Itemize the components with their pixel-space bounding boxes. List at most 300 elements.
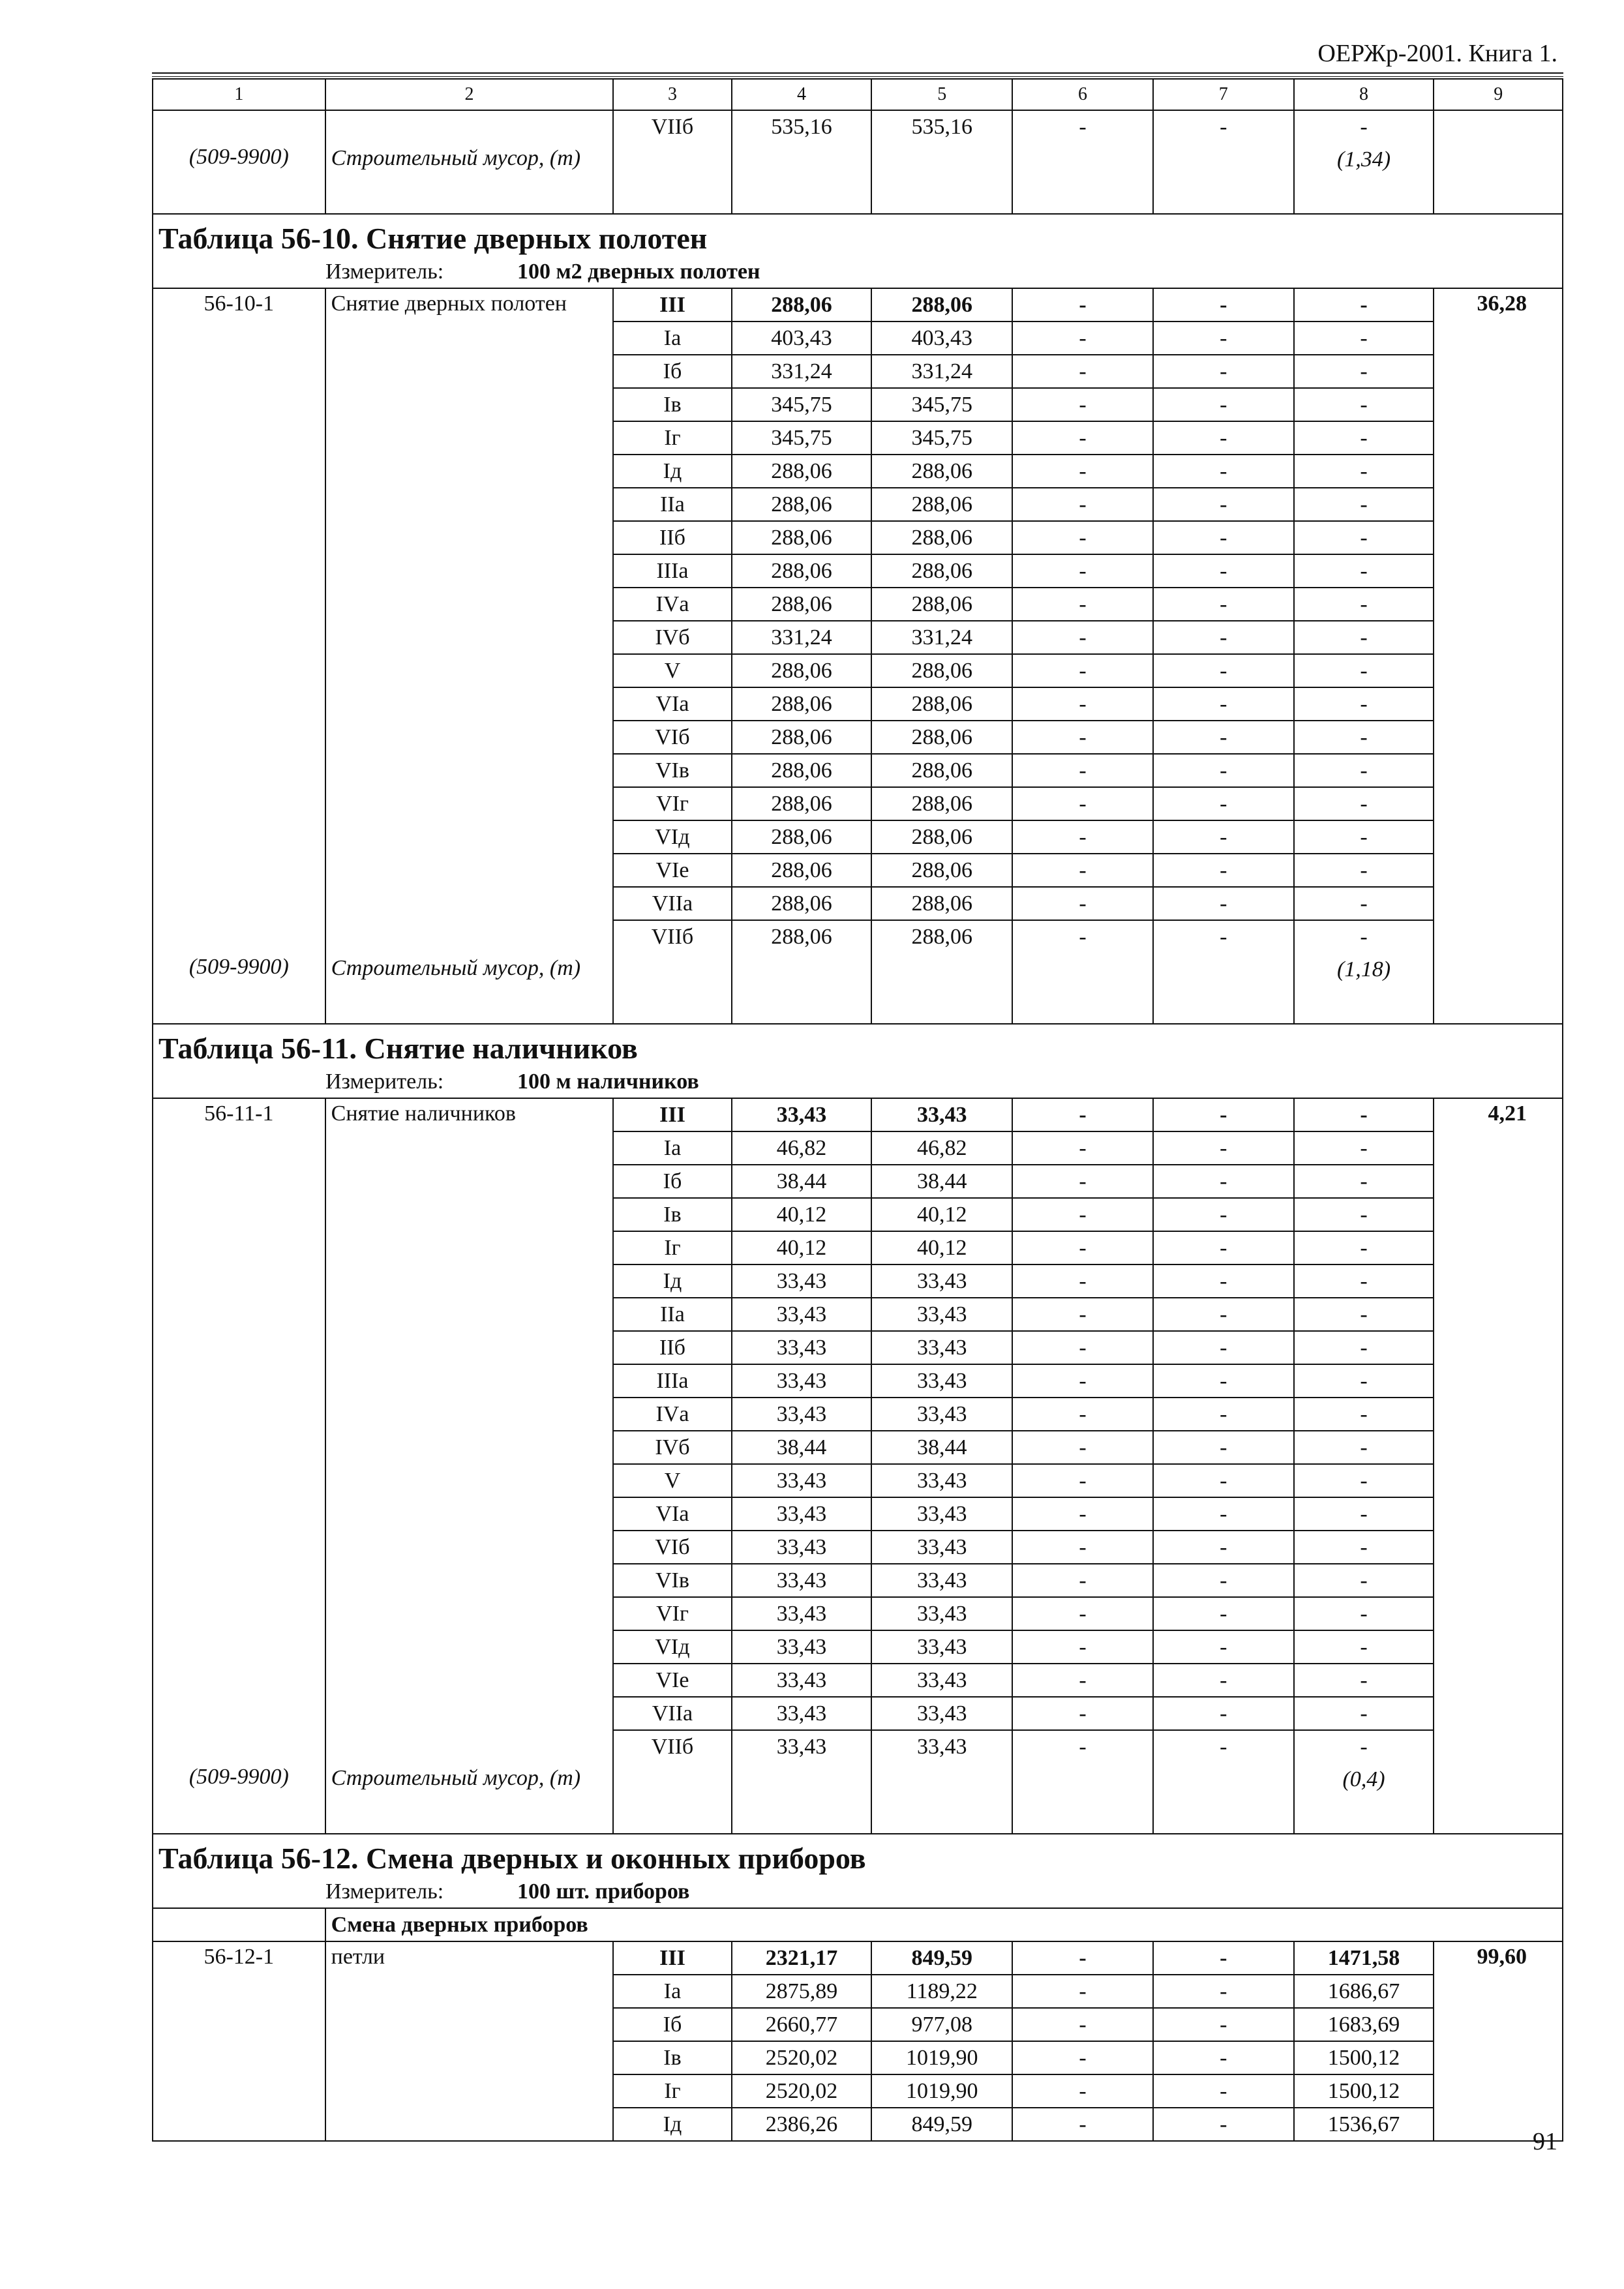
measure-label: Измеритель: — [325, 1879, 444, 1904]
machine-cost-cell: - — [1012, 1131, 1153, 1165]
empty-cell — [325, 1131, 614, 1165]
materials-cost-cell: - — [1294, 854, 1434, 887]
page-number: 91 — [1533, 2128, 1557, 2155]
empty-cell — [325, 1398, 614, 1431]
labor-cost-cell: 288,06 — [871, 554, 1012, 588]
zone-cell: VIIа — [613, 1697, 731, 1730]
total-cost-cell: 288,06 — [732, 854, 872, 887]
labor-cost-cell: 33,43 — [871, 1730, 1012, 1763]
zone-cell: VIд — [613, 1630, 731, 1664]
labor-cost-cell: 288,06 — [871, 687, 1012, 721]
empty-cell — [1434, 1497, 1563, 1531]
empty-cell — [325, 2041, 614, 2074]
labor-cost-cell: 33,43 — [871, 1664, 1012, 1697]
materials-cost-cell: - — [1294, 288, 1434, 322]
zone-cell: IVб — [613, 621, 731, 654]
waste-amount: (0,4) — [1342, 1767, 1385, 1791]
machinist-cost-cell: - — [1153, 1298, 1294, 1331]
machinist-cost-cell: - — [1153, 1264, 1294, 1298]
measure-cell — [153, 1876, 1563, 1908]
empty-cell — [1434, 787, 1563, 820]
empty-cell — [153, 1398, 325, 1431]
empty-cell — [1153, 143, 1294, 214]
waste-code-cell: (509-9900) — [153, 953, 325, 1024]
empty-cell — [325, 1231, 614, 1264]
materials-cost-cell: - — [1294, 1264, 1434, 1298]
labor-cost-cell: 288,06 — [871, 787, 1012, 820]
empty-cell — [613, 953, 731, 1024]
table-row — [153, 388, 1563, 421]
total-cost-cell: 288,06 — [732, 588, 872, 621]
labor-cost-cell: 33,43 — [871, 1630, 1012, 1664]
labor-cost-cell: 33,43 — [871, 1697, 1012, 1730]
total-cost-cell: 288,06 — [732, 288, 872, 322]
zone-cell: IVа — [613, 1398, 731, 1431]
empty-cell — [1434, 1730, 1563, 1763]
materials-cost-cell: - — [1294, 820, 1434, 854]
total-cost-cell: 40,12 — [732, 1231, 872, 1264]
table-row — [153, 1497, 1563, 1531]
empty-cell — [1434, 2041, 1563, 2074]
total-cost-cell: 288,06 — [732, 521, 872, 554]
machine-cost-cell: - — [1012, 687, 1153, 721]
empty-cell — [153, 1131, 325, 1165]
empty-cell — [1434, 920, 1563, 953]
zone-cell: Iв — [613, 1198, 731, 1231]
empty-cell — [325, 687, 614, 721]
column-number-cell: 1 — [153, 79, 325, 110]
empty-cell — [153, 1464, 325, 1497]
machine-cost-cell: - — [1012, 588, 1153, 621]
empty-cell — [325, 554, 614, 588]
empty-cell — [153, 1331, 325, 1364]
empty-cell — [732, 143, 872, 214]
zone-cell: VIе — [613, 1664, 731, 1697]
empty-cell — [153, 2074, 325, 2108]
empty-cell — [325, 421, 614, 455]
machinist-cost-cell: - — [1153, 621, 1294, 654]
labor-cost-cell: 288,06 — [871, 754, 1012, 787]
zone-cell: VIв — [613, 1564, 731, 1597]
machine-cost-cell: - — [1012, 1198, 1153, 1231]
empty-cell — [1434, 1298, 1563, 1331]
total-cost-cell: 2321,17 — [732, 1941, 872, 1975]
waste-value-cell — [1294, 143, 1434, 214]
labor-cost-cell: 33,43 — [871, 1364, 1012, 1398]
materials-cost-cell: - — [1294, 1298, 1434, 1331]
machinist-cost-cell: - — [1153, 388, 1294, 421]
empty-cell — [1434, 1464, 1563, 1497]
item-code-cell: 56-12-1 — [153, 1941, 325, 1975]
empty-cell — [325, 110, 614, 143]
zone-cell: VIд — [613, 820, 731, 854]
waste-label-cell: Строительный мусор, (т) — [325, 143, 614, 214]
labor-hours-cell: 36,28 — [1434, 288, 1563, 322]
total-cost-cell: 2520,02 — [732, 2074, 872, 2108]
machinist-cost-cell: - — [1153, 920, 1294, 953]
table-row — [153, 621, 1563, 654]
labor-cost-cell: 288,06 — [871, 887, 1012, 920]
table-row — [153, 588, 1563, 621]
subsection-row — [153, 1908, 1563, 1941]
labor-cost-cell: 288,06 — [871, 854, 1012, 887]
materials-cost-cell: - — [1294, 1564, 1434, 1597]
table-row — [153, 1364, 1563, 1398]
machine-cost-cell: - — [1012, 887, 1153, 920]
materials-cost-cell: 1500,12 — [1294, 2074, 1434, 2108]
empty-cell — [153, 1264, 325, 1298]
subsection-title: Смена дверных приборов — [325, 1908, 1563, 1941]
empty-cell — [1434, 654, 1563, 687]
table-row — [153, 1198, 1563, 1231]
machine-cost-cell: - — [1012, 110, 1153, 143]
machine-cost-cell: - — [1012, 554, 1153, 588]
empty-cell — [1434, 1398, 1563, 1431]
empty-cell — [325, 1730, 614, 1763]
machinist-cost-cell: - — [1153, 1131, 1294, 1165]
machinist-cost-cell: - — [1153, 854, 1294, 887]
zone-cell: Iд — [613, 455, 731, 488]
labor-cost-cell: 33,43 — [871, 1564, 1012, 1597]
item-code-cell: 56-10-1 — [153, 288, 325, 322]
labor-cost-cell: 535,16 — [871, 110, 1012, 143]
materials-cost-cell: - — [1294, 1364, 1434, 1398]
materials-cost-cell: - — [1294, 1231, 1434, 1264]
empty-cell — [1434, 521, 1563, 554]
running-header: ОЕРЖр-2001. Книга 1. — [1317, 40, 1557, 67]
empty-cell — [325, 1531, 614, 1564]
labor-cost-cell: 288,06 — [871, 488, 1012, 521]
machine-cost-cell: - — [1012, 1497, 1153, 1531]
machine-cost-cell: - — [1012, 2074, 1153, 2108]
waste-row — [153, 143, 1563, 214]
empty-cell — [1434, 322, 1563, 355]
materials-cost-cell: - — [1294, 388, 1434, 421]
materials-cost-cell: - — [1294, 1331, 1434, 1364]
machinist-cost-cell: - — [1153, 1165, 1294, 1198]
total-cost-cell: 33,43 — [732, 1497, 872, 1531]
empty-cell — [1012, 143, 1153, 214]
empty-cell — [153, 1364, 325, 1398]
empty-cell — [325, 355, 614, 388]
empty-cell — [153, 1664, 325, 1697]
empty-cell — [153, 1908, 325, 1941]
materials-cost-cell: - — [1294, 787, 1434, 820]
machinist-cost-cell: - — [1153, 721, 1294, 754]
empty-cell — [153, 521, 325, 554]
empty-cell — [871, 953, 1012, 1024]
labor-hours-cell: 4,21 — [1434, 1098, 1563, 1131]
empty-cell — [325, 1264, 614, 1298]
machinist-cost-cell: - — [1153, 1630, 1294, 1664]
machine-cost-cell: - — [1012, 787, 1153, 820]
labor-cost-cell: 33,43 — [871, 1098, 1012, 1131]
empty-cell — [732, 1763, 872, 1834]
machinist-cost-cell: - — [1153, 1497, 1294, 1531]
empty-cell — [153, 687, 325, 721]
machine-cost-cell: - — [1012, 1331, 1153, 1364]
table-row — [153, 1941, 1563, 1975]
empty-cell — [153, 1298, 325, 1331]
machinist-cost-cell: - — [1153, 1464, 1294, 1497]
machinist-cost-cell: - — [1153, 887, 1294, 920]
total-cost-cell: 33,43 — [732, 1697, 872, 1730]
empty-cell — [1434, 1975, 1563, 2008]
item-name-cell: петли — [325, 1941, 614, 1975]
labor-cost-cell: 345,75 — [871, 388, 1012, 421]
empty-cell — [325, 887, 614, 920]
empty-cell — [1434, 421, 1563, 455]
zone-cell: Iб — [613, 355, 731, 388]
empty-cell — [153, 621, 325, 654]
machine-cost-cell: - — [1012, 2008, 1153, 2041]
empty-cell — [153, 2008, 325, 2041]
machinist-cost-cell: - — [1153, 1398, 1294, 1431]
zone-cell: Iв — [613, 2041, 731, 2074]
table-title: Таблица 56-11. Снятие наличников — [153, 1024, 1563, 1066]
zone-cell: Iв — [613, 388, 731, 421]
table-title-row — [153, 1024, 1563, 1066]
empty-cell — [153, 1697, 325, 1730]
machine-cost-cell: - — [1012, 754, 1153, 787]
empty-cell — [153, 2108, 325, 2141]
machine-cost-cell: - — [1012, 288, 1153, 322]
table-row — [153, 1298, 1563, 1331]
materials-cost-cell: - — [1294, 554, 1434, 588]
empty-cell — [153, 1630, 325, 1664]
machinist-cost-cell: - — [1153, 322, 1294, 355]
machinist-cost-cell: - — [1153, 488, 1294, 521]
labor-cost-cell: 40,12 — [871, 1198, 1012, 1231]
table-row — [153, 2041, 1563, 2074]
empty-cell — [153, 1165, 325, 1198]
materials-cost-cell: - — [1294, 1165, 1434, 1198]
machinist-cost-cell: - — [1153, 110, 1294, 143]
table-row — [153, 488, 1563, 521]
measure-label: Измеритель: — [325, 259, 444, 284]
measure-cell — [153, 1066, 1563, 1098]
machinist-cost-cell: - — [1153, 288, 1294, 322]
empty-cell — [153, 2041, 325, 2074]
materials-cost-cell: - — [1294, 887, 1434, 920]
empty-cell — [325, 754, 614, 787]
machinist-cost-cell: - — [1153, 1531, 1294, 1564]
machine-cost-cell: - — [1012, 2041, 1153, 2074]
empty-cell — [1434, 1531, 1563, 1564]
empty-cell — [153, 1564, 325, 1597]
item-name-cell: Снятие дверных полотен — [325, 288, 614, 322]
machinist-cost-cell: - — [1153, 1098, 1294, 1131]
total-cost-cell: 2660,77 — [732, 2008, 872, 2041]
empty-cell — [325, 521, 614, 554]
machine-cost-cell: - — [1012, 1165, 1153, 1198]
empty-cell — [1153, 1763, 1294, 1834]
labor-cost-cell: 849,59 — [871, 2108, 1012, 2141]
empty-cell — [1434, 1431, 1563, 1464]
empty-cell — [1434, 455, 1563, 488]
machine-cost-cell: - — [1012, 421, 1153, 455]
total-cost-cell: 40,12 — [732, 1198, 872, 1231]
zone-cell: VIIб — [613, 1730, 731, 1763]
total-cost-cell: 33,43 — [732, 1630, 872, 1664]
empty-cell — [1434, 588, 1563, 621]
column-number-cell: 9 — [1434, 79, 1563, 110]
machinist-cost-cell: - — [1153, 421, 1294, 455]
machine-cost-cell: - — [1012, 920, 1153, 953]
materials-cost-cell: - — [1294, 1098, 1434, 1131]
labor-hours-cell: 99,60 — [1434, 1941, 1563, 1975]
machine-cost-cell: - — [1012, 1298, 1153, 1331]
labor-cost-cell: 288,06 — [871, 588, 1012, 621]
total-cost-cell: 288,06 — [732, 920, 872, 953]
table-row — [153, 1264, 1563, 1298]
empty-cell — [153, 721, 325, 754]
materials-cost-cell: - — [1294, 1697, 1434, 1730]
total-cost-cell: 288,06 — [732, 488, 872, 521]
table-row — [153, 1531, 1563, 1564]
materials-cost-cell: - — [1294, 754, 1434, 787]
table-row — [153, 1431, 1563, 1464]
empty-cell — [153, 854, 325, 887]
empty-cell — [325, 1431, 614, 1464]
empty-cell — [1434, 1364, 1563, 1398]
table-row — [153, 2074, 1563, 2108]
table-row — [153, 288, 1563, 322]
materials-cost-cell: - — [1294, 110, 1434, 143]
empty-cell — [1012, 953, 1153, 1024]
empty-cell — [1434, 1331, 1563, 1364]
zone-cell: V — [613, 1464, 731, 1497]
total-cost-cell: 288,06 — [732, 687, 872, 721]
table-row — [153, 1664, 1563, 1697]
machine-cost-cell: - — [1012, 521, 1153, 554]
materials-cost-cell: 1471,58 — [1294, 1941, 1434, 1975]
empty-cell — [1434, 488, 1563, 521]
item-name-cell: Снятие наличников — [325, 1098, 614, 1131]
labor-cost-cell: 33,43 — [871, 1298, 1012, 1331]
materials-cost-cell: - — [1294, 1597, 1434, 1630]
materials-cost-cell: - — [1294, 721, 1434, 754]
labor-cost-cell: 1189,22 — [871, 1975, 1012, 2008]
empty-cell — [613, 143, 731, 214]
machinist-cost-cell: - — [1153, 1597, 1294, 1630]
empty-cell — [1434, 854, 1563, 887]
machine-cost-cell: - — [1012, 1364, 1153, 1398]
empty-cell — [153, 588, 325, 621]
empty-cell — [153, 110, 325, 143]
zone-cell: IIб — [613, 521, 731, 554]
labor-cost-cell: 288,06 — [871, 288, 1012, 322]
labor-cost-cell: 288,06 — [871, 721, 1012, 754]
table-row — [153, 820, 1563, 854]
materials-cost-cell: 1683,69 — [1294, 2008, 1434, 2041]
empty-cell — [1434, 621, 1563, 654]
machinist-cost-cell: - — [1153, 1664, 1294, 1697]
materials-cost-cell: - — [1294, 1497, 1434, 1531]
empty-cell — [1434, 887, 1563, 920]
total-cost-cell: 33,43 — [732, 1298, 872, 1331]
machine-cost-cell: - — [1012, 1564, 1153, 1597]
machinist-cost-cell: - — [1153, 787, 1294, 820]
empty-cell — [1434, 687, 1563, 721]
zone-cell: Iг — [613, 2074, 731, 2108]
header-rule — [152, 72, 1563, 74]
table-row — [153, 2108, 1563, 2141]
labor-cost-cell: 288,06 — [871, 455, 1012, 488]
zone-cell: VIг — [613, 787, 731, 820]
measure-row — [153, 1876, 1563, 1908]
zone-cell: IVа — [613, 588, 731, 621]
total-cost-cell: 33,43 — [732, 1398, 872, 1431]
total-cost-cell: 33,43 — [732, 1364, 872, 1398]
table-row — [153, 521, 1563, 554]
total-cost-cell: 33,43 — [732, 1531, 872, 1564]
total-cost-cell: 46,82 — [732, 1131, 872, 1165]
empty-cell — [325, 488, 614, 521]
machine-cost-cell: - — [1012, 1697, 1153, 1730]
empty-cell — [325, 1664, 614, 1697]
machine-cost-cell: - — [1012, 1398, 1153, 1431]
empty-cell — [153, 1597, 325, 1630]
header-rule-thin — [152, 76, 1563, 77]
machinist-cost-cell: - — [1153, 1564, 1294, 1597]
machinist-cost-cell: - — [1153, 1697, 1294, 1730]
machine-cost-cell: - — [1012, 1431, 1153, 1464]
labor-cost-cell: 33,43 — [871, 1531, 1012, 1564]
empty-cell — [325, 1165, 614, 1198]
zone-cell: VIIб — [613, 920, 731, 953]
table-row — [153, 854, 1563, 887]
table-row — [153, 1398, 1563, 1431]
empty-cell — [325, 1630, 614, 1664]
total-cost-cell: 288,06 — [732, 554, 872, 588]
table-row — [153, 754, 1563, 787]
labor-cost-cell: 33,43 — [871, 1597, 1012, 1630]
table-row — [153, 322, 1563, 355]
table-row — [153, 721, 1563, 754]
table-row — [153, 887, 1563, 920]
table-title-row — [153, 1834, 1563, 1876]
machine-cost-cell: - — [1012, 721, 1153, 754]
empty-cell — [325, 654, 614, 687]
empty-cell — [153, 1730, 325, 1763]
labor-cost-cell: 46,82 — [871, 1131, 1012, 1165]
labor-cost-cell: 33,43 — [871, 1398, 1012, 1431]
machinist-cost-cell: - — [1153, 754, 1294, 787]
table-row — [153, 1730, 1563, 1763]
table-row — [153, 654, 1563, 687]
empty-cell — [1434, 1264, 1563, 1298]
empty-cell — [325, 1497, 614, 1531]
materials-cost-cell: 1500,12 — [1294, 2041, 1434, 2074]
empty-cell — [732, 953, 872, 1024]
waste-row — [153, 1763, 1563, 1834]
table-row — [153, 1165, 1563, 1198]
materials-cost-cell: - — [1294, 521, 1434, 554]
total-cost-cell: 288,06 — [732, 455, 872, 488]
empty-cell — [1434, 1697, 1563, 1730]
measure-value: 100 м наличников — [517, 1069, 699, 1094]
table-row — [153, 554, 1563, 588]
empty-cell — [153, 421, 325, 455]
materials-cost-cell: - — [1294, 1131, 1434, 1165]
empty-cell — [325, 2008, 614, 2041]
empty-cell — [153, 754, 325, 787]
column-number-cell: 5 — [871, 79, 1012, 110]
table-row — [153, 1975, 1563, 2008]
empty-cell — [153, 322, 325, 355]
machinist-cost-cell: - — [1153, 2008, 1294, 2041]
